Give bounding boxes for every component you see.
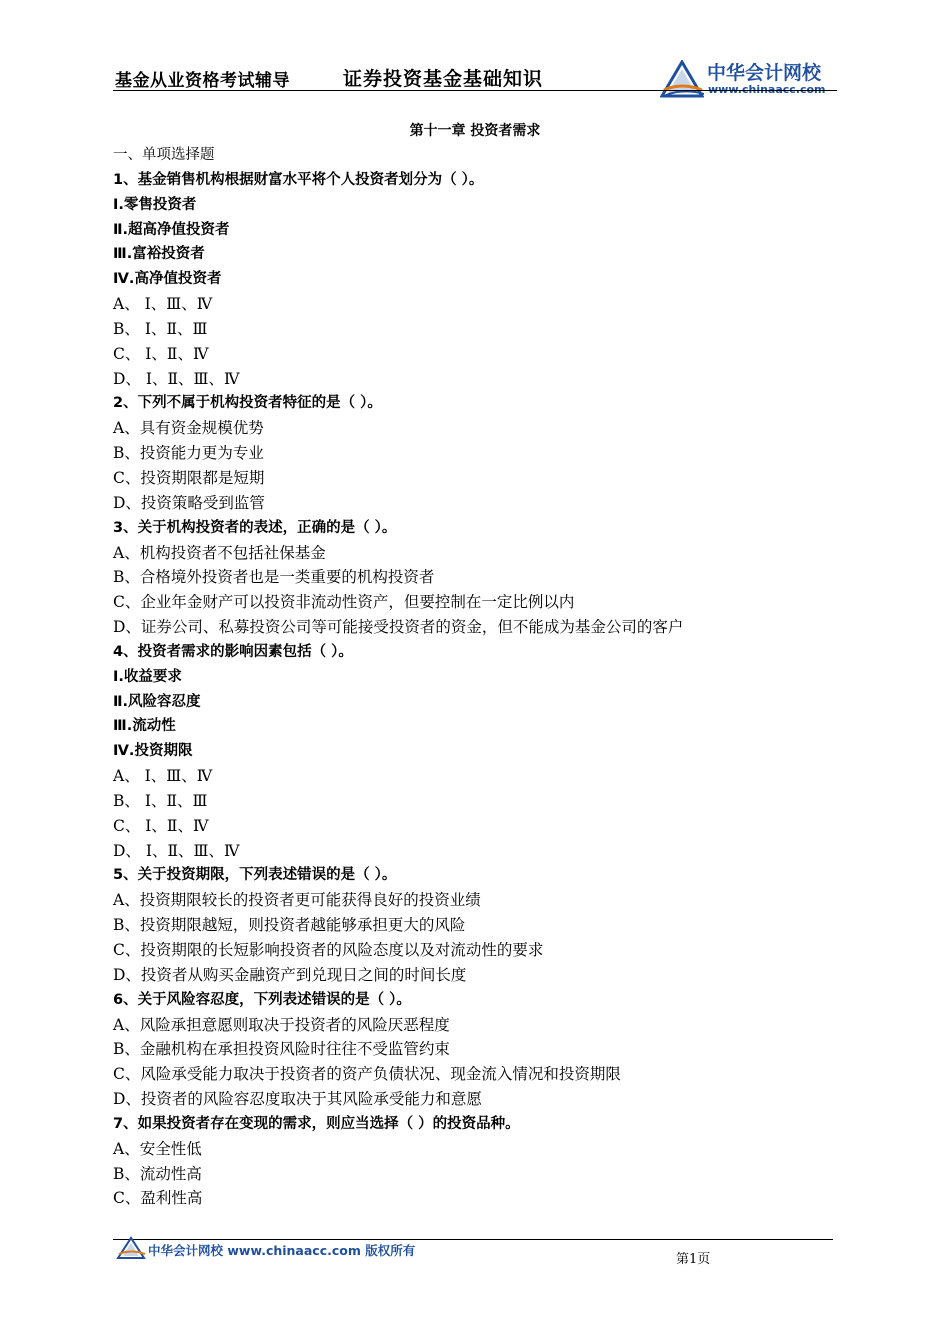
option-line: D、投资者从购买金融资产到兑现日之间的时间长度	[113, 965, 467, 984]
option-line: D、 Ⅰ、Ⅱ、Ⅲ、Ⅳ	[113, 369, 240, 388]
question-line: Ⅱ.风险容忍度	[113, 693, 201, 710]
option-line: B、投资能力更为专业	[113, 444, 264, 463]
option-line: B、金融机构在承担投资风险时往往不受监管约束	[113, 1040, 450, 1059]
header-exam-title: 基金从业资格考试辅导	[115, 71, 290, 91]
question-line: Ⅲ.富裕投资者	[113, 246, 205, 263]
option-line: B、 Ⅰ、Ⅱ、Ⅲ	[113, 791, 208, 810]
chapter-title: 第十一章 投资者需求	[409, 123, 541, 139]
question-list	[113, 143, 833, 1211]
option-line: B、合格境外投资者也是一类重要的机构投资者	[113, 568, 435, 587]
brand-logo	[660, 58, 840, 100]
question-line: Ⅳ.投资期限	[113, 743, 193, 760]
option-line: A、机构投资者不包括社保基金	[113, 543, 326, 562]
question-line: 7、如果投资者存在变现的需求，则应当选择（ ）的投资品种。	[113, 1115, 520, 1132]
option-line: A、具有资金规模优势	[113, 419, 264, 438]
header-divider	[113, 90, 837, 91]
option-line: A、风险承担意愿则取决于投资者的风险厌恶程度	[113, 1015, 450, 1034]
option-line: A、投资期限较长的投资者更可能获得良好的投资业绩	[113, 891, 481, 910]
page-number: 第1页	[676, 1252, 711, 1267]
option-line: D、投资策略受到监管	[113, 493, 265, 512]
option-line: D、 Ⅰ、Ⅱ、Ⅲ、Ⅳ	[113, 841, 240, 860]
question-line: Ⅱ.超高净值投资者	[113, 221, 230, 238]
copyright-text: 中华会计网校 www.chinaacc.com 版权所有	[148, 1243, 416, 1258]
option-line: D、投资者的风险容忍度取决于其风险承受能力和意愿	[113, 1090, 482, 1109]
question-line: Ⅰ.收益要求	[113, 668, 182, 685]
question-line: 1、基金销售机构根据财富水平将个人投资者划分为（ ）。	[113, 171, 484, 188]
question-line: 5、关于投资期限，下列表述错误的是（ ）。	[113, 867, 397, 884]
option-line: C、风险承受能力取决于投资者的资产负债状况、现金流入情况和投资期限	[113, 1065, 621, 1084]
option-line: 一、单项选择题	[113, 147, 215, 163]
logo-name: 中华会计网校	[707, 62, 822, 84]
option-line: C、投资期限都是短期	[113, 468, 265, 487]
option-line: A、安全性低	[113, 1139, 202, 1158]
option-line: B、投资期限越短，则投资者越能够承担更大的风险	[113, 916, 466, 935]
question-line: Ⅳ.高净值投资者	[113, 271, 222, 288]
question-line: Ⅰ.零售投资者	[113, 196, 197, 213]
question-line: 3、关于机构投资者的表述，正确的是（ ）。	[113, 519, 397, 536]
option-line: B、流动性高	[113, 1164, 202, 1183]
option-line: C、 Ⅰ、Ⅱ、Ⅳ	[113, 344, 209, 363]
logo-url: www.chinaacc.com	[708, 83, 826, 96]
option-line: C、盈利性高	[113, 1189, 203, 1208]
header-subject-title: 证券投资基金基础知识	[343, 68, 544, 90]
question-line: 2、下列不属于机构投资者特征的是（ ）。	[113, 395, 382, 412]
option-line: A、 Ⅰ、Ⅲ、Ⅳ	[113, 295, 213, 314]
option-line: C、投资期限的长短影响投资者的风险态度以及对流动性的要求	[113, 941, 544, 959]
question-line: 6、关于风险容忍度，下列表述错误的是（ ）。	[113, 991, 411, 1008]
option-line: A、 Ⅰ、Ⅲ、Ⅳ	[113, 767, 213, 786]
option-line: C、 Ⅰ、Ⅱ、Ⅳ	[113, 816, 209, 835]
option-line: B、 Ⅰ、Ⅱ、Ⅲ	[113, 319, 208, 338]
question-line: 4、投资者需求的影响因素包括（ ）。	[113, 643, 353, 660]
footer-divider	[113, 1239, 833, 1240]
question-line: Ⅲ.流动性	[113, 718, 176, 735]
option-line: C、企业年金财产可以投资非流动性资产，但要控制在一定比例以内	[113, 593, 575, 612]
option-line: D、证券公司、私募投资公司等可能接受投资者的资金，但不能成为基金公司的客户	[113, 618, 684, 637]
logo-triangle-icon	[660, 60, 704, 98]
footer-logo-icon	[116, 1236, 146, 1260]
